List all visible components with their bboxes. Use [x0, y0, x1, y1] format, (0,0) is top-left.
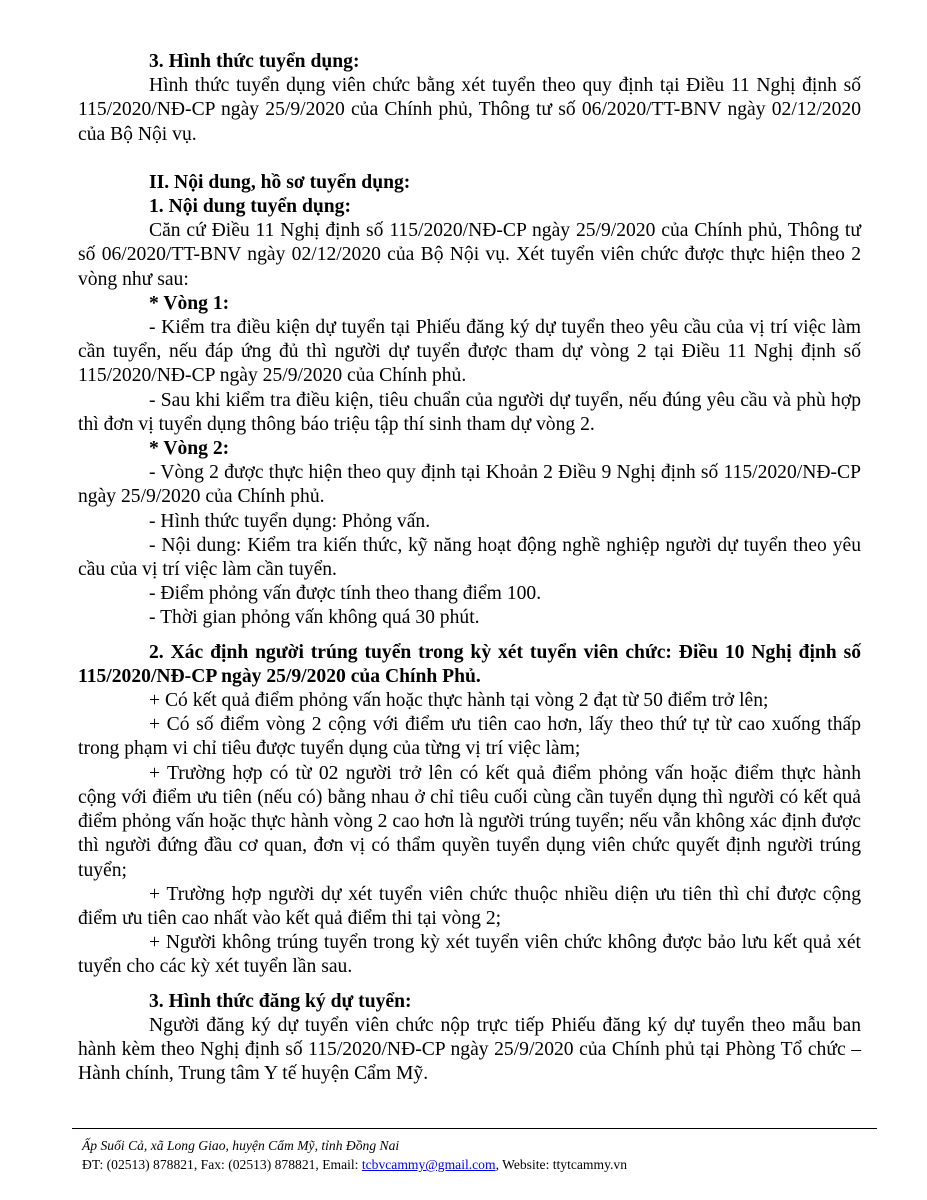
- footer-contact-suffix: , Website: ttytcammy.vn: [495, 1157, 627, 1172]
- section-heading: 3. Hình thức tuyển dụng:: [149, 51, 360, 72]
- list-item: - Vòng 2 được thực hiện theo quy định tại Khoản 2 Điều 9 Nghị định số 115/2020/NĐ-CP ngày 25/9/2020 của Chính phủ.: [78, 462, 861, 508]
- paragraph: Căn cứ Điều 11 Nghị định số 115/2020/NĐ-CP ngày 25/9/2020 của Chính phủ, Thông tư số 06/2020/TT-BNV ngày 02/12/2020 của Bộ Nội vụ. Xét tuyển viên chức được thực hiện theo 2 vòng như sau:: [78, 220, 861, 290]
- footer-divider: [72, 1128, 877, 1129]
- list-item: - Sau khi kiểm tra điều kiện, tiêu chuẩn của người dự tuyển, nếu đúng yêu cầu và phù hợp thì đơn vị tuyển dụng thông báo triệu tập thí sinh tham dự vòng 2.: [78, 389, 861, 435]
- footer-contact-prefix: ĐT: (02513) 878821, Fax: (02513) 878821, Email:: [82, 1157, 362, 1172]
- list-item: - Kiểm tra điều kiện dự tuyển tại Phiếu đăng ký dự tuyển theo yêu cầu của vị trí việc làm cần tuyển, nếu đáp ứng đủ thì người dự tuyển được tham dự vòng 2 tại Điều 11 Nghị định số 115/2020/NĐ-CP ngày 25/9/2020 của Chính phủ.: [78, 317, 861, 387]
- paragraph: Người đăng ký dự tuyển viên chức nộp trực tiếp Phiếu đăng ký dự tuyển theo mẫu ban hành kèm theo Nghị định số 115/2020/NĐ-CP ngày 25/9/2020 của Chính phủ tại Phòng Tổ chức – Hành chính, Trung tâm Y tế huyện Cẩm Mỹ.: [78, 1014, 861, 1085]
- paragraph: Hình thức tuyển dụng viên chức bằng xét tuyển theo quy định tại Điều 11 Nghị định số 115/2020/NĐ-CP ngày 25/9/2020 của Chính phủ, Thông tư số 06/2020/TT-BNV ngày 02/12/2020 của Bộ Nội vụ.: [78, 75, 861, 145]
- document-body: [78, 50, 861, 1086]
- section-heading: II. Nội dung, hồ sơ tuyển dụng:: [149, 171, 411, 193]
- email-link[interactable]: tcbvcammy@gmail.com: [361, 1157, 496, 1172]
- subsection-heading: 3. Hình thức đăng ký dự tuyển:: [149, 990, 412, 1012]
- list-item: + Người không trúng tuyển trong kỳ xét tuyển viên chức không được bảo lưu kết quả xét tuyển cho các kỳ xét tuyển lần sau.: [78, 932, 861, 978]
- list-item: + Có kết quả điểm phỏng vấn hoặc thực hành tại vòng 2 đạt từ 50 điểm trở lên;: [149, 690, 769, 712]
- page-footer: [82, 1136, 872, 1174]
- subsection-heading: 1. Nội dung tuyển dụng:: [149, 196, 351, 218]
- subsection-heading: 2. Xác định người trúng tuyển trong kỳ xét tuyển viên chức: Điều 10 Nghị định số 115/2020/NĐ-CP ngày 25/9/2020 của Chính Phủ.: [78, 641, 861, 687]
- round-heading: * Vòng 2:: [149, 438, 230, 460]
- footer-contact: [82, 1155, 872, 1174]
- list-item: - Nội dung: Kiểm tra kiến thức, kỹ năng hoạt động nghề nghiệp người dự tuyển theo yêu cầu của vị trí việc làm cần tuyển.: [78, 534, 861, 581]
- list-item: - Thời gian phỏng vấn không quá 30 phút.: [149, 607, 480, 629]
- footer-address: Ấp Suối Cả, xã Long Giao, huyện Cẩm Mỹ, tỉnh Đồng Nai: [82, 1138, 400, 1153]
- list-item: - Điểm phỏng vấn được tính theo thang điểm 100.: [149, 583, 542, 605]
- round-heading: * Vòng 1:: [149, 292, 230, 314]
- list-item: - Hình thức tuyển dụng: Phỏng vấn.: [149, 510, 431, 532]
- list-item: + Trường hợp có từ 02 người trở lên có kết quả điểm phỏng vấn hoặc điểm thực hành cộng với điểm ưu tiên (nếu có) bằng nhau ở chỉ tiêu cuối cùng cần tuyển dụng thì người có kết quả điểm phỏng vấn hoặc thực hành vòng 2 cao hơn là người trúng tuyển; nếu vẫn không xác định được thì người đứng đầu cơ quan, đơn vị có thẩm quyền tuyển dụng viên chức quyết định người trúng tuyển;: [78, 762, 861, 881]
- list-item: + Có số điểm vòng 2 cộng với điểm ưu tiên cao hơn, lấy theo thứ tự từ cao xuống thấp trong phạm vi chỉ tiêu được tuyển dụng của từng vị trí việc làm;: [78, 714, 861, 760]
- list-item: + Trường hợp người dự xét tuyển viên chức thuộc nhiều diện ưu tiên thì chỉ được cộng điểm ưu tiên cao nhất vào kết quả điểm thi tại vòng 2;: [78, 883, 861, 929]
